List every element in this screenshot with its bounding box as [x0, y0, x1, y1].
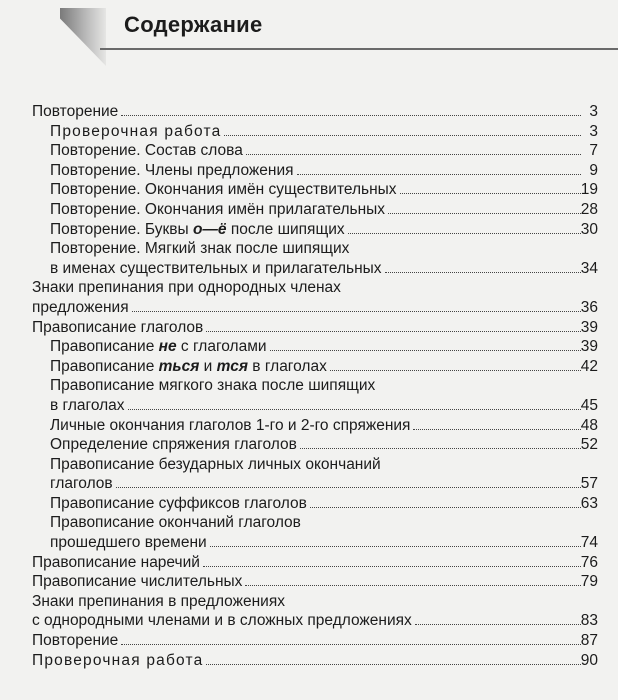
- toc-entry-title: Правописание не с глаголами: [50, 337, 584, 357]
- toc-entry: [0, 494, 618, 514]
- emphasis: не: [158, 338, 177, 356]
- toc-entry: [0, 455, 618, 475]
- page-number: 63: [580, 494, 598, 512]
- page-number: 9: [589, 161, 598, 179]
- page-number: 19: [580, 181, 598, 199]
- dot-leader: [297, 161, 582, 175]
- toc-entry-title: Правописание мягкого знака после шипящих: [50, 377, 376, 395]
- toc-entry-title: Повторение. Мягкий знак после шипящих: [50, 240, 350, 258]
- dot-leader: [388, 200, 581, 214]
- page-header: [0, 0, 618, 70]
- toc-entry: [0, 239, 618, 259]
- page-number: 28: [580, 200, 598, 218]
- page-number: 3: [589, 122, 598, 140]
- page-number: 3: [589, 103, 598, 120]
- toc-entry-title: Знаки препинания при однородных членах: [32, 279, 341, 297]
- toc-entry: [0, 513, 618, 533]
- toc-entry: [0, 161, 618, 181]
- dot-leader: [330, 357, 581, 371]
- toc-entry: [0, 376, 618, 396]
- toc-entry-title: в глаголах: [50, 396, 584, 416]
- toc-entry-title: Повторение. Члены предложения: [50, 161, 584, 181]
- toc-entry-title: Правописание наречий: [32, 553, 584, 573]
- page-number: 76: [580, 553, 598, 571]
- page-title: Содержание: [124, 12, 263, 37]
- toc-entry-title: с однородными членами и в сложных предложениях: [32, 611, 584, 631]
- page-number: 83: [580, 612, 598, 630]
- page-number: 48: [580, 416, 598, 434]
- toc-entry: [0, 278, 618, 298]
- toc-entry: [0, 102, 618, 122]
- toc-entry-title: Повторение: [32, 631, 584, 651]
- toc-entry-title: Повторение: [32, 102, 584, 122]
- toc-entry-title: прошедшего времени: [50, 533, 584, 553]
- page-number: 87: [580, 632, 598, 650]
- emphasis: о—ё: [192, 220, 227, 238]
- toc-entry: [0, 357, 618, 377]
- toc-entry: [0, 337, 618, 357]
- dot-leader: [206, 318, 581, 332]
- dot-leader: [203, 553, 581, 567]
- toc-entry-title: глаголов: [50, 474, 584, 494]
- page-number: 39: [580, 338, 598, 356]
- toc-entry-title: Повторение. Окончания имён существительных: [50, 180, 584, 200]
- page-number: 34: [580, 259, 598, 277]
- toc-entry-title: предложения: [32, 298, 584, 318]
- toc-entry: [0, 180, 618, 200]
- dot-leader: [245, 572, 581, 586]
- toc-entry: [0, 572, 618, 592]
- toc-entry-title: Правописание глаголов: [32, 318, 584, 338]
- toc-entry: [0, 259, 618, 279]
- dot-leader: [246, 141, 581, 155]
- dot-leader: [310, 494, 581, 508]
- toc-entry-title: Правописание безударных личных окончаний: [50, 455, 381, 473]
- toc-entry: [0, 318, 618, 338]
- toc-entry-title: Определение спряжения глаголов: [50, 435, 584, 455]
- dot-leader: [224, 122, 581, 136]
- page-number: 74: [580, 534, 598, 552]
- toc-entry: [0, 220, 618, 240]
- page-number: 52: [580, 436, 598, 454]
- toc-entry: [0, 122, 618, 142]
- toc-entry: [0, 553, 618, 573]
- dot-leader: [206, 651, 581, 665]
- page-number: 39: [580, 318, 598, 336]
- toc-entry: [0, 396, 618, 416]
- toc-entry-title: Личные окончания глаголов 1-го и 2-го спряжения: [50, 416, 584, 436]
- toc-entry-title: Повторение. Состав слова: [50, 141, 584, 161]
- dot-leader: [348, 220, 581, 234]
- toc-entry: [0, 651, 618, 671]
- toc-entry-title: Проверочная работа: [50, 122, 584, 142]
- toc-entry: [0, 611, 618, 631]
- dot-leader: [121, 631, 581, 645]
- dot-leader: [132, 298, 581, 312]
- dot-leader: [300, 435, 581, 449]
- page-number: 7: [589, 142, 598, 160]
- page-number: 45: [580, 396, 598, 414]
- toc-entry: [0, 533, 618, 553]
- dot-leader: [413, 416, 581, 430]
- toc-entry-title: Правописание окончаний глаголов: [50, 514, 301, 532]
- toc-entry-title: Правописание суффиксов глаголов: [50, 494, 584, 514]
- toc-entry: [0, 200, 618, 220]
- toc-entry: [0, 435, 618, 455]
- toc-entry: [0, 141, 618, 161]
- page-number: 79: [580, 573, 598, 591]
- table-of-contents: [0, 102, 618, 670]
- header-rule: [100, 48, 618, 50]
- dot-leader: [121, 102, 581, 116]
- page-number: 30: [580, 220, 598, 238]
- toc-entry-title: Повторение. Буквы о—ё после шипящих: [50, 220, 584, 240]
- dot-leader: [415, 611, 581, 625]
- dot-leader: [116, 474, 581, 488]
- toc-entry-title: Правописание числительных: [32, 572, 584, 592]
- dot-leader: [210, 533, 581, 547]
- emphasis: ться: [158, 357, 200, 375]
- toc-entry: [0, 416, 618, 436]
- toc-entry: [0, 592, 618, 612]
- dot-leader: [385, 259, 581, 273]
- dot-leader: [128, 396, 581, 410]
- header-decoration: [60, 8, 106, 66]
- page-number: 90: [580, 651, 598, 669]
- toc-entry-title: Проверочная работа: [32, 651, 584, 671]
- page-number: 36: [580, 298, 598, 316]
- dot-leader: [270, 337, 581, 351]
- toc-entry-title: Знаки препинания в предложениях: [32, 592, 285, 610]
- dot-leader: [400, 180, 581, 194]
- page-number: 42: [580, 357, 598, 375]
- toc-entry: [0, 298, 618, 318]
- toc-entry: [0, 631, 618, 651]
- toc-entry: [0, 474, 618, 494]
- page-number: 57: [580, 475, 598, 493]
- toc-entry-title: в именах существительных и прилагательных: [50, 259, 584, 279]
- emphasis: тся: [216, 357, 248, 375]
- toc-entry-title: Правописание ться и тся в глаголах: [50, 357, 584, 377]
- toc-entry-title: Повторение. Окончания имён прилагательных: [50, 200, 584, 220]
